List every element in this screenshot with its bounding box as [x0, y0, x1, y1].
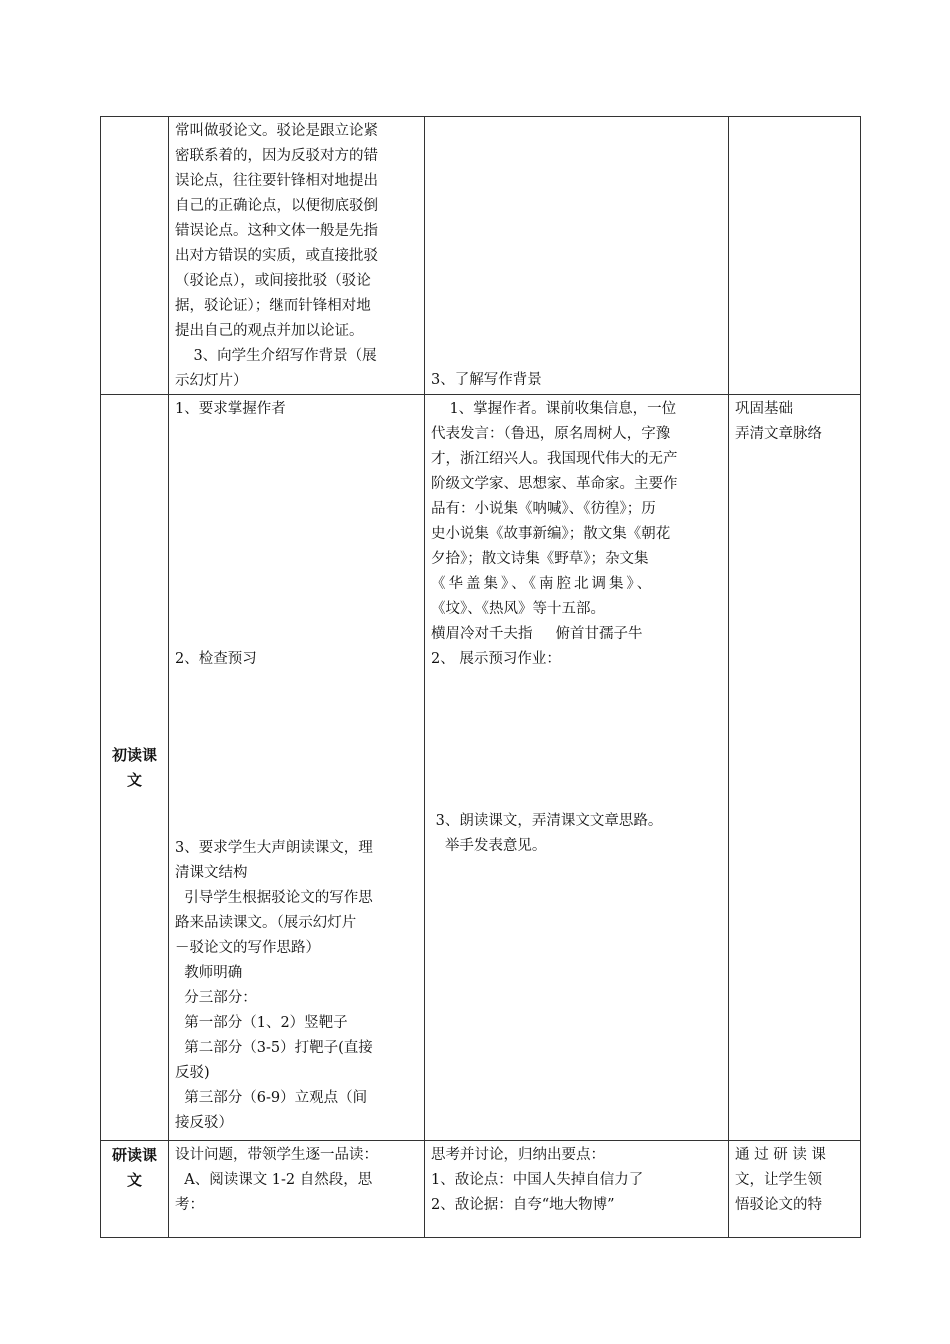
teacher-line: 引导学生根据驳论文的写作思	[175, 890, 373, 906]
teacher-line: A、阅读课文 1-2 自然段，思	[175, 1172, 373, 1188]
student-line: 夕拾》；散文诗集《野草》；杂文集	[431, 551, 649, 567]
student-line: 才，浙江绍兴人。我国现代伟大的无产	[431, 451, 678, 467]
teacher-line: 3、向学生介绍写作背景（展	[175, 348, 377, 364]
teacher-line: （驳论点），或间接批驳（驳论	[175, 273, 371, 289]
student-line: 《华盖集》、《南腔北调集》、	[431, 576, 655, 592]
teacher-line: 第一部分（1、2）竖靶子	[175, 1015, 348, 1031]
student-line: 横眉冷对千夫指 俯首甘孺子牛	[431, 626, 643, 642]
teacher-line: 设计问题，带领学生逐一品读：	[175, 1147, 378, 1163]
student-line: 《坟》、《热风》等十五部。	[431, 601, 605, 617]
table-row	[101, 395, 861, 1141]
student-line: 阶级文学家、思想家、革命家。主要作	[431, 476, 678, 492]
table-row	[101, 1141, 861, 1238]
teacher-line: 自己的正确论点，以便彻底驳倒	[175, 198, 378, 214]
student-line: 2、敌论据：自夸“地大物博”	[431, 1197, 615, 1213]
teacher-line: 误论点，往往要针锋相对地提出	[175, 173, 378, 189]
student-activity-cell	[425, 117, 729, 395]
design-intent-cell	[729, 1141, 861, 1238]
teacher-line: 第三部分（6-9）立观点（间	[175, 1090, 368, 1106]
teacher-line: 第二部分（3-5）打靶子(直接	[175, 1040, 373, 1056]
student-activity-cell	[425, 1141, 729, 1238]
teacher-item: 2、检查预习	[175, 651, 257, 667]
design-intent-cell	[729, 117, 861, 395]
teacher-line: 考：	[175, 1197, 204, 1213]
teacher-line: 常叫做驳论文。驳论是跟立论紧	[175, 123, 378, 139]
teacher-line: 接反驳）	[175, 1115, 233, 1131]
design-intent-cell	[729, 395, 861, 1141]
student-line: 3、朗读课文，弄清课文文章思路。	[431, 813, 663, 829]
intent-line: 悟驳论文的特	[735, 1197, 822, 1213]
teacher-line: 路来品读课文。（展示幻灯片	[175, 915, 357, 931]
intent-line: 巩固基础	[735, 401, 793, 417]
student-line: 3、了解写作背景	[431, 372, 542, 388]
student-line: 1、掌握作者。课前收集信息，一位	[431, 401, 677, 417]
teacher-line: 示幻灯片）	[175, 373, 248, 389]
teacher-line: 教师明确	[175, 965, 243, 981]
student-line: 举手发表意见。	[431, 838, 547, 854]
teacher-item: 1、要求掌握作者	[175, 401, 286, 417]
teacher-line: 3、要求学生大声朗读课文，理	[175, 840, 373, 856]
intent-line: 文，让学生领	[735, 1172, 822, 1188]
student-activity-cell	[425, 395, 729, 1141]
student-item: 2、 展示预习作业：	[431, 651, 561, 667]
student-line: 品有：小说集《呐喊》、《彷徨》；历	[431, 501, 656, 517]
section-label	[101, 117, 169, 395]
teacher-line: 错误论点。这种文体一般是先指	[175, 223, 378, 239]
student-line: 思考并讨论，归纳出要点：	[431, 1147, 605, 1163]
section-label-text: 研读课文	[111, 1146, 157, 1189]
section-label: 初读课文	[101, 395, 169, 1141]
table-row	[101, 117, 861, 395]
teacher-line: －驳论文的写作思路）	[175, 940, 320, 956]
student-line: 代表发言：（鲁迅，原名周树人，字豫	[431, 426, 671, 442]
teacher-line: 据，驳论证）；继而针锋相对地	[175, 298, 371, 314]
teacher-line: 清课文结构	[175, 865, 248, 881]
section-label	[101, 1141, 169, 1238]
teacher-line: 分三部分：	[175, 990, 257, 1006]
teacher-line: 反驳)	[175, 1065, 210, 1081]
teacher-activity-cell	[169, 395, 425, 1141]
teacher-activity-cell	[169, 117, 425, 395]
teacher-activity-cell	[169, 1141, 425, 1238]
intent-line: 通 过 研 读 课	[735, 1147, 826, 1163]
lesson-plan-table	[100, 116, 861, 1238]
teacher-line: 提出自己的观点并加以论证。	[175, 323, 364, 339]
teacher-line: 出对方错误的实质，或直接批驳	[175, 248, 378, 264]
teacher-line: 密联系着的，因为反驳对方的错	[175, 148, 378, 164]
student-line: 1、敌论点：中国人失掉自信力了	[431, 1172, 644, 1188]
intent-line: 弄清文章脉络	[735, 426, 822, 442]
student-line: 史小说集《故事新编》；散文集《朝花	[431, 526, 671, 542]
